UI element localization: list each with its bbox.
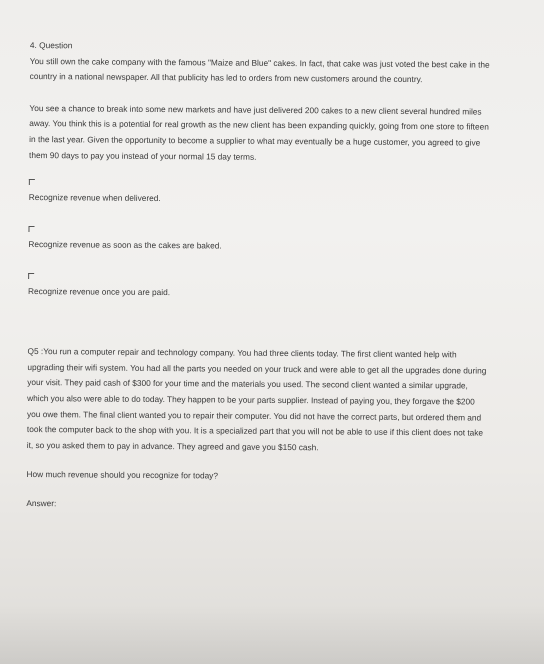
question-4-scenario: You see a chance to break into some new markets and have just delivered 200 cakes to a new client several hundred miles away. You think this is a potential for real growth as the new client has been expanding quickly, going from one store to fifteen in the last year. Given the opportunity to become a supplier to what may eventually be a huge customer, you agreed to give them 90 days to pay you instead of your normal 15 day terms. (29, 102, 489, 162)
option-paid[interactable] (28, 273, 488, 310)
question-4-title: 4. Question (29, 39, 73, 51)
option-label: Recognize revenue as soon as the cakes are baked. (28, 239, 222, 251)
answer-label: Answer: (26, 497, 57, 509)
page-shadow (0, 604, 544, 664)
option-label: Recognize revenue when delivered. (28, 192, 161, 204)
question-content (26, 38, 490, 515)
option-delivered[interactable] (29, 179, 489, 216)
option-label: Recognize revenue once you are paid. (27, 286, 171, 298)
radio-button-icon[interactable] (29, 179, 35, 185)
option-baked[interactable] (28, 226, 488, 263)
radio-button-icon[interactable] (28, 226, 34, 232)
question-4-intro: You still own the cake company with the famous "Maize and Blue" cakes. In fact, that cake was just voted the best cake in the country in a national newspaper. All that publicity has led to orders from new customers around the country. (29, 55, 490, 85)
question-5-prompt: How much revenue should you recognize for today? (26, 469, 219, 481)
question-5-text: Q5 :You run a computer repair and technology company. You had three clients today. The first client wanted help with upgrading their wifi system. You had all the parts you needed on your truck and were able to get all the upgrades done during your visit. They paid cash of $300 for your time and the materials you used. The second client wanted a similar upgrade, which you also were able to do today. They happen to be your parts supplier. Instead of paying you, they forgave the $200 you owe them. The final client wanted you to repair their computer. You did not have the correct parts, but ordered them and took the computer back to the shop with you. It is a specialized part that you will not be able to use if this client does not take it, so you asked them to pay in advance. They agreed and gave you $150 cash. (26, 346, 487, 452)
radio-button-icon[interactable] (28, 273, 34, 279)
